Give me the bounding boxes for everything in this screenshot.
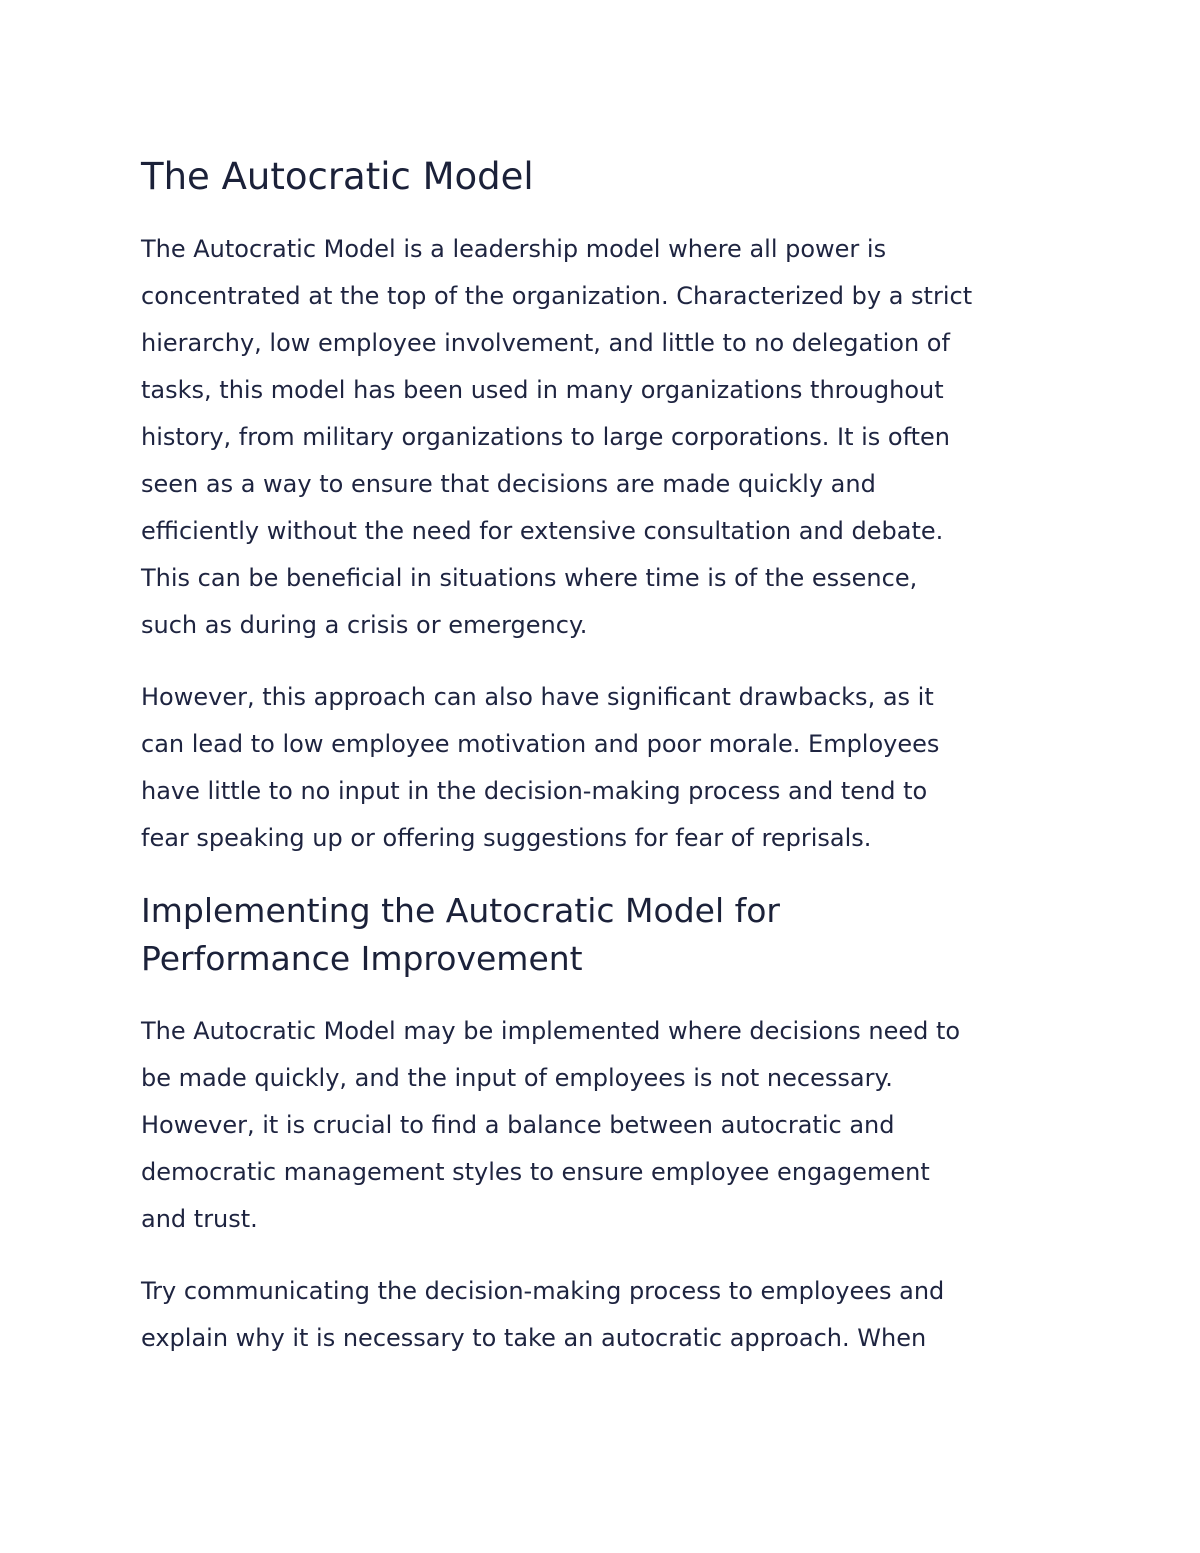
paragraph-line: history, from military organizations to large corporations. It is often: [141, 423, 951, 451]
document-page: [141, 148, 1071, 1387]
paragraph-line: fear speaking up or offering suggestions for fear of reprisals.: [141, 824, 872, 852]
document-title: The Autocratic Model: [141, 155, 534, 198]
paragraph-line: can lead to low employee motivation and poor morale. Employees: [141, 730, 940, 758]
paragraph-intro: [141, 226, 1071, 649]
heading-line: Implementing the Autocratic Model for: [141, 891, 781, 930]
paragraph-line: Try communicating the decision-making process to employees and: [141, 1277, 945, 1305]
paragraph-line: seen as a way to ensure that decisions are made quickly and: [141, 470, 876, 498]
paragraph-line: hierarchy, low employee involvement, and little to no delegation of: [141, 329, 950, 357]
paragraph-line: explain why it is necessary to take an autocratic approach. When: [141, 1324, 927, 1352]
paragraph-line: democratic management styles to ensure employee engagement: [141, 1158, 930, 1186]
paragraph-drawbacks: [141, 674, 1071, 862]
paragraph-line: concentrated at the top of the organization. Characterized by a strict: [141, 282, 973, 310]
paragraph-line: This can be beneficial in situations where time is of the essence,: [141, 564, 918, 592]
paragraph-line: The Autocratic Model is a leadership model where all power is: [141, 235, 887, 263]
paragraph-line: be made quickly, and the input of employees is not necessary.: [141, 1064, 893, 1092]
paragraph-line: and trust.: [141, 1205, 258, 1233]
paragraph-implementation: [141, 1008, 1071, 1243]
paragraph-line: However, this approach can also have significant drawbacks, as it: [141, 683, 934, 711]
heading-line: Performance Improvement: [141, 939, 583, 978]
paragraph-line: efficiently without the need for extensive consultation and debate.: [141, 517, 944, 545]
paragraph-line: However, it is crucial to find a balance between autocratic and: [141, 1111, 895, 1139]
paragraph-line: The Autocratic Model may be implemented where decisions need to: [141, 1017, 961, 1045]
paragraph-line: tasks, this model has been used in many organizations throughout: [141, 376, 944, 404]
section-heading: [141, 887, 1071, 983]
paragraph-line: have little to no input in the decision-making process and tend to: [141, 777, 928, 805]
paragraph-line: such as during a crisis or emergency.: [141, 611, 588, 639]
paragraph-communication: [141, 1268, 1071, 1362]
